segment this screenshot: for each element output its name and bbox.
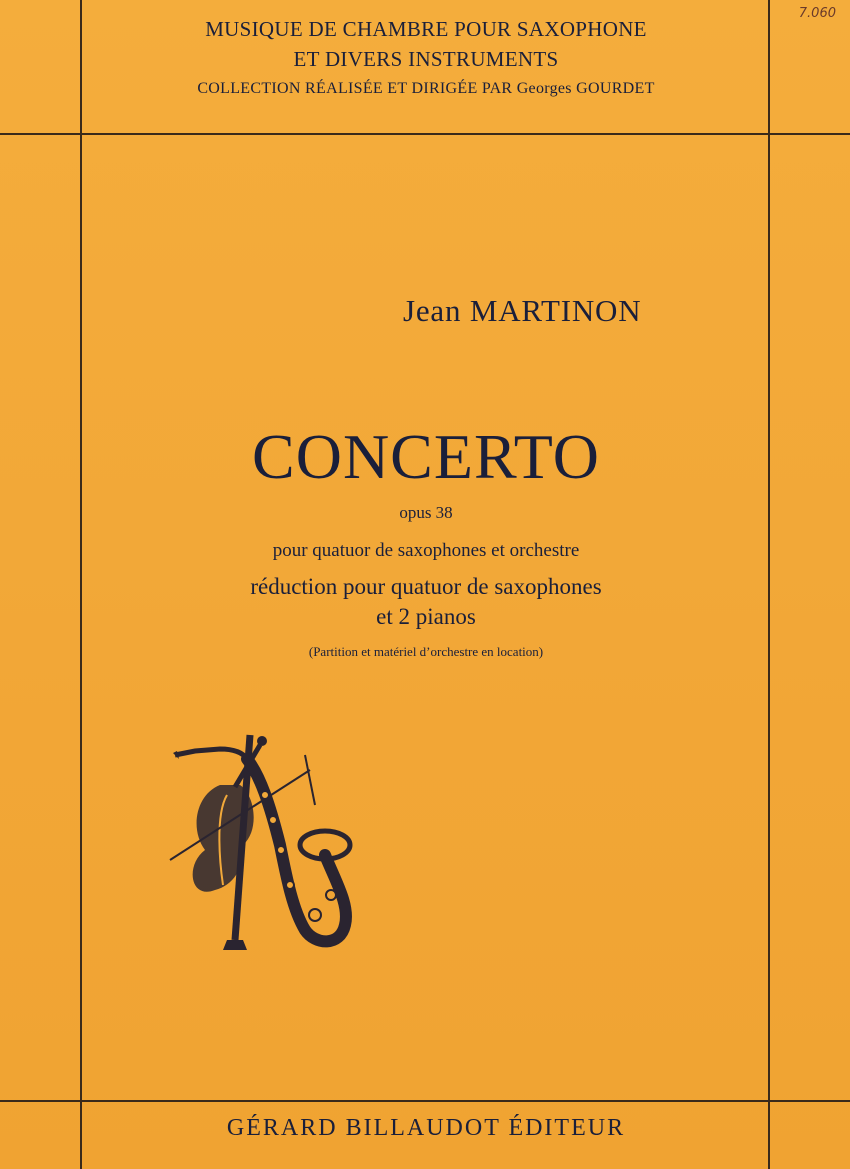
composer-name: Jean MARTINON (403, 293, 642, 328)
reduction-description (84, 572, 768, 632)
header-line-3: COLLECTION RÉALISÉE ET DIRIGÉE PAR Georges GOURDET (197, 80, 655, 97)
opus-number: opus 38 (399, 503, 453, 522)
right-border-rule (768, 0, 770, 1169)
footer-divider-rule (0, 1100, 850, 1102)
header-line-2: ET DIVERS INSTRUMENTS (293, 47, 559, 71)
reduction-line-2: et 2 pianos (376, 604, 476, 629)
collection-header (84, 14, 768, 102)
instruments-engraving-icon (165, 715, 365, 955)
left-border-rule (80, 0, 82, 1169)
handwritten-catalog-number: 7.060 (798, 6, 836, 21)
instrumentation-line: pour quatuor de saxophones et orchestre (272, 540, 580, 561)
rental-note: (Partition et matériel d’orchestre en location) (308, 644, 544, 659)
work-title: CONCERTO (252, 421, 600, 492)
publisher-name: GÉRARD BILLAUDOT ÉDITEUR (226, 1115, 626, 1141)
reduction-line-1: réduction pour quatuor de saxophones (250, 574, 602, 599)
header-line-1: MUSIQUE DE CHAMBRE POUR SAXOPHONE (205, 17, 647, 41)
header-divider-rule (0, 133, 850, 135)
